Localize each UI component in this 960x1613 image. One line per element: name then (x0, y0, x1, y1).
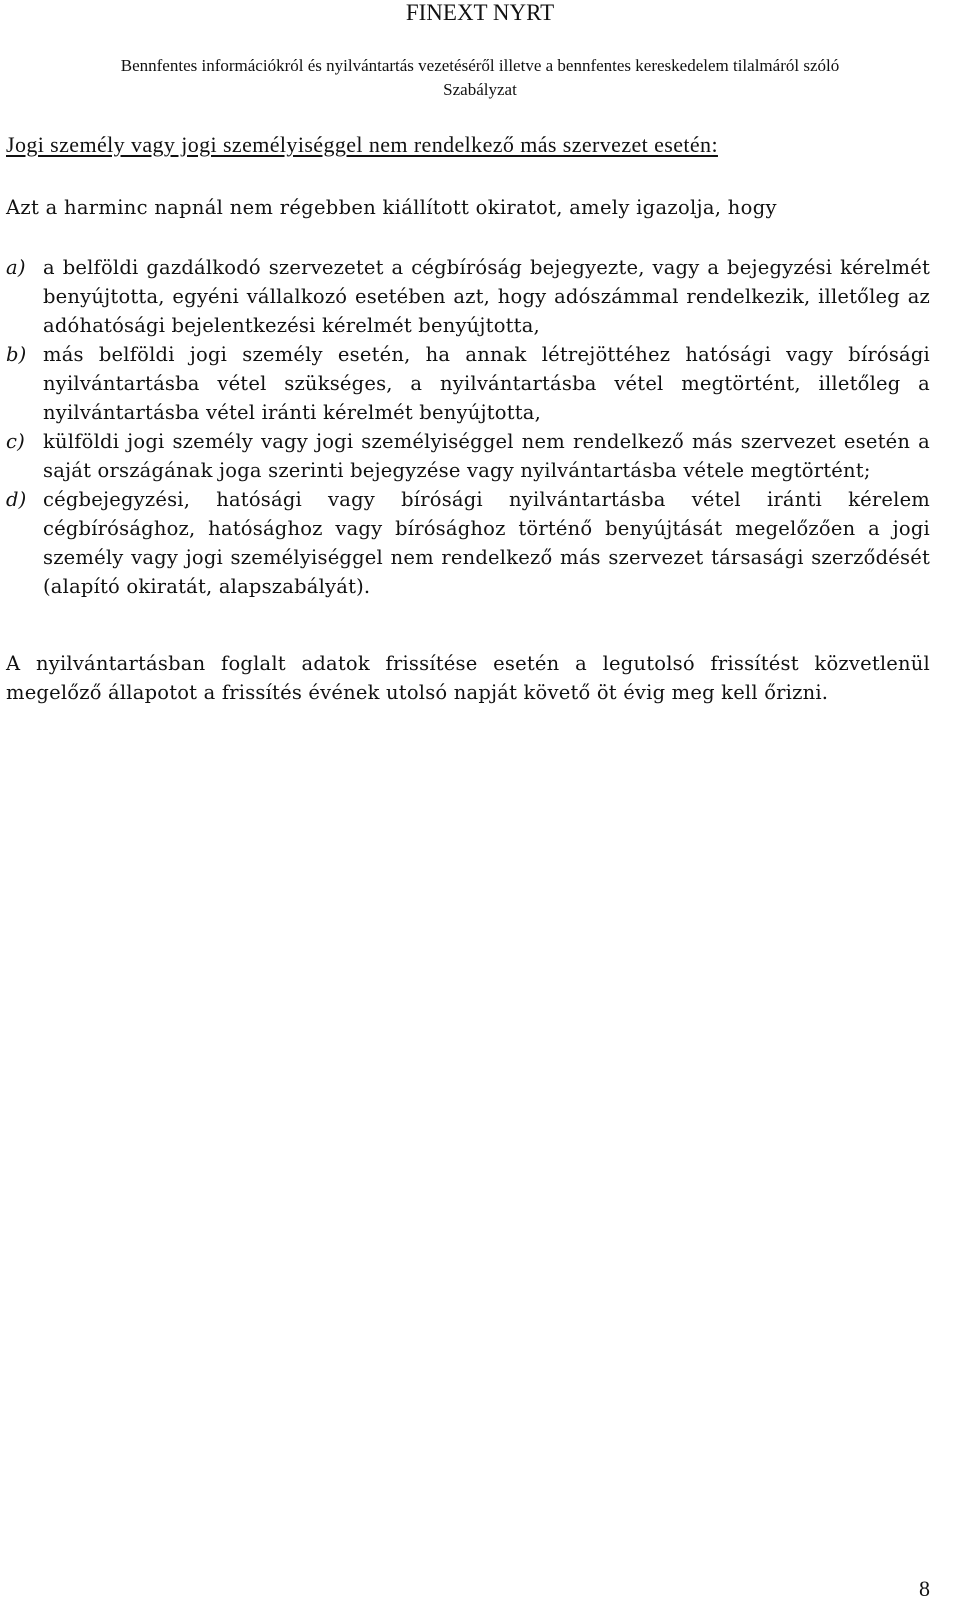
list-marker: a) (6, 256, 26, 279)
document-subtitle-continued: Szabályzat (443, 80, 517, 99)
list-item-text: külföldi jogi személy vagy jogi személyiséggel nem rendelkező más szervezet esetén a saját országának joga szerinti bejegyzése vagy nyilvántartásba vétele megtörtént; (43, 430, 930, 482)
list-marker: c) (6, 430, 25, 453)
list-item-text: más belföldi jogi személy esetén, ha annak létrejöttéhez hatósági vagy bírósági nyilvántartásba vétel szükséges, a nyilvántartásba vétel megtörtént, illetőleg a nyilvántartásba vétel iránti kérelmét benyújtotta, (43, 343, 930, 424)
list-item (6, 340, 930, 427)
list-item (6, 253, 930, 340)
list-item-text: cégbejegyzési, hatósági vagy bírósági nyilvántartásba vétel iránti kérelem cégbírósághoz, hatósághoz vagy bírósághoz történő benyújtását megelőzően a jogi személy vagy jogi személyiséggel nem rendelkező más szervezet társasági szerződését (alapító okiratát, alapszabályát). (43, 488, 930, 598)
list-item (6, 427, 930, 485)
requirements-list (6, 253, 930, 601)
intro-paragraph: Azt a harminc napnál nem régebben kiállított okiratot, amely igazolja, hogy (6, 196, 777, 219)
document-subtitle: Bennfentes információkról és nyilvántartás vezetéséről illetve a bennfentes kereskedelem tilalmáról szóló (120, 56, 840, 75)
list-marker: b) (6, 343, 27, 366)
page-number: 8 (919, 1576, 930, 1601)
list-marker: d) (6, 488, 27, 511)
list-item (6, 485, 930, 601)
list-item-text: a belföldi gazdálkodó szervezetet a cégbíróság bejegyezte, vagy a bejegyzési kérelmét benyújtotta, egyéni vállalkozó esetében azt, hogy adószámmal rendelkezik, illetőleg az adóhatósági bejelentkezési kérelmét benyújtotta, (43, 256, 930, 337)
document-company-name: FINEXT NYRT (405, 0, 555, 25)
section-heading: Jogi személy vagy jogi személyiséggel nem rendelkező más szervezet esetén: (6, 132, 718, 157)
closing-paragraph: A nyilvántartásban foglalt adatok frissítése esetén a legutolsó frissítést közvetlenül megelőző állapotot a frissítés évének utolsó napját követő öt évig meg kell őrizni. (6, 652, 930, 704)
